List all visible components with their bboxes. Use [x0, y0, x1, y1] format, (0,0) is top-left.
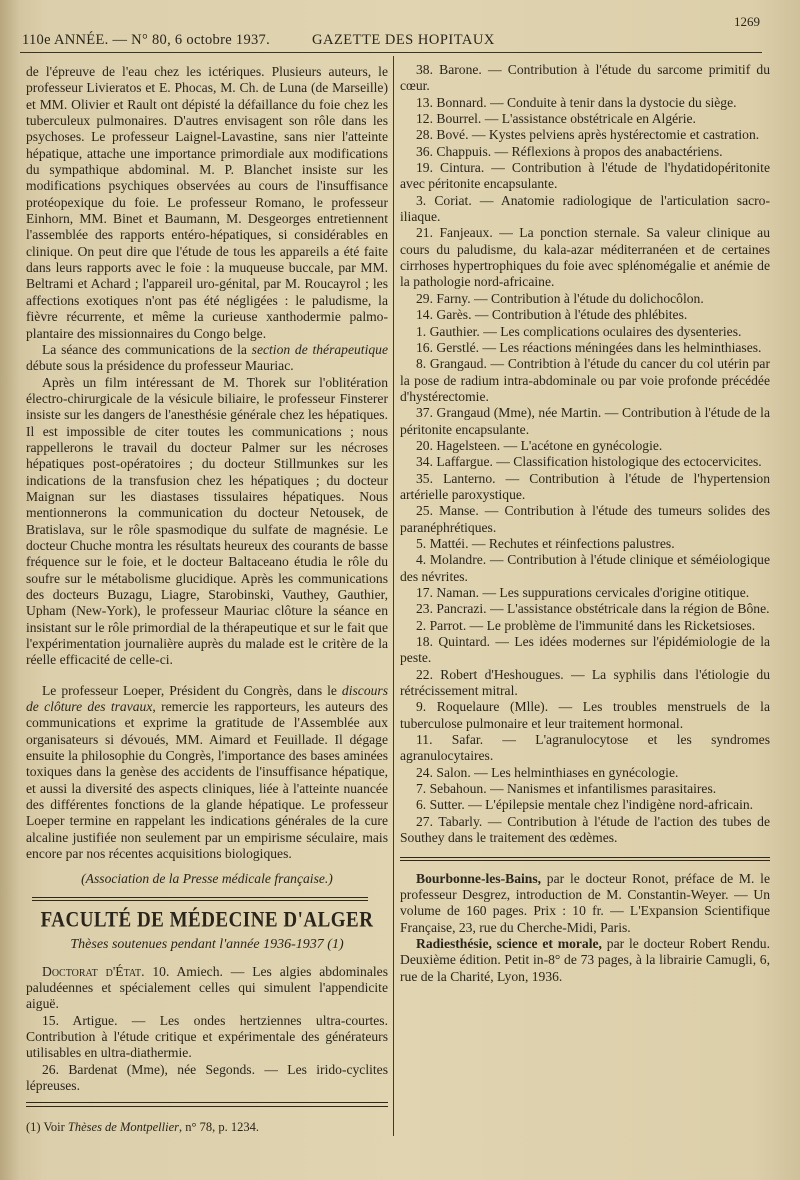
thesis-entry: 34. Laffargue. — Classification histologique des ectocervicites. — [416, 454, 762, 470]
thesis-entry: 27. Tabarly. — Contribution à l'étude de l'action des tubes de Southey dans le traitement des œdèmes. — [400, 813, 770, 846]
thesis-entry: 1. Gauthier. — Les complications oculaires des dysenteries. — [416, 323, 742, 339]
journal-title: GAZETTE DES HOPITAUX — [312, 32, 495, 48]
thesis-entry: 19. Cintura. — Contribution à l'étude de l'hydatidopéritonite avec péritonite encapsulante. — [400, 160, 770, 192]
thesis-entry: 25. Manse. — Contribution à l'étude des tumeurs solides des paranéphrétiques. — [400, 503, 770, 535]
thesis-entry: 15. Artigue. — Les ondes hertziennes ultra-courtes. Contribution à l'étude critique et expérimentale des générateurs utilisables en ultra-diathermie. — [26, 1012, 388, 1061]
thesis-entry: 36. Chappuis. — Réflexions à propos des anabactériens. — [416, 143, 723, 159]
header-rule — [20, 52, 762, 53]
thesis-entry: 17. Naman. — Les suppurations cervicales d'origine otitique. — [416, 585, 750, 600]
thesis-entry: 35. Lanterno. — Contribution à l'étude de l'hypertension artérielle paroxystique. — [400, 470, 770, 502]
page-edge-shadow — [0, 0, 20, 1180]
thesis-entry: 37. Grangaud (Mme), née Martin. — Contribution à l'étude de la péritonite encapsulante. — [400, 405, 770, 437]
book-notice: Bourbonne-les-Bains, par le docteur Ronot, préface de M. le professeur Desgrez, introduction de M. Constantin-Weyer. — Un volume de 160 pages. Prix : 10 fr. — L'Expansion Scientifique Française, 23, rue du Cherche-Midi, Paris. — [400, 870, 770, 935]
left-column — [26, 64, 388, 1136]
thesis-entry: 12. Bourrel. — L'assistance obstétricale en Algérie. — [416, 111, 696, 127]
thesis-entry: 26. Bardenat (Mme), née Segonds. — Les irido-cyclites lépreuses. — [26, 1061, 388, 1093]
thesis-list — [400, 62, 770, 847]
thesis-entry: 18. Quintard. — Les idées modernes sur l'épidémiologie de la peste. — [400, 634, 770, 666]
thesis-entry: 7. Sebahoun. — Nanismes et infantilismes parasitaires. — [416, 781, 717, 797]
thesis-entry: 16. Gerstlé. — Les réactions méningées dans les helminthiases. — [416, 339, 762, 355]
thesis-entry: 3. Coriat. — Anatomie radiologique de l'articulation sacro-iliaque. — [400, 192, 770, 225]
paragraph-therapeutic-section: La séance des communications de la section de thérapeutique débute sous la présidence du professeur Mauriac. — [26, 341, 388, 374]
paragraph-liver-studies: de l'épreuve de l'eau chez les ictériques. Plusieurs auteurs, le professeur Livieratos et E. Phocas, M. Ch. de Luna (de Marseille) et MM. Olivier et Rault ont dépisté la défaillance du foie chez les tuberculeux pulmonaires. D'autres envisagent son rôle dans les psychoses. Le professeur Laignel-Lavastine, sans nier l'atteinte hépatique, attache une importance primordiale aux modifications du sympathique abdominal. M. P. Blanchet insiste sur les modifications psychiques observées au cours de l'insuffisance protéopexique du foie. Le professeur Romano, le professeur Einhorn, MM. Binet et Baumann, M. Desgeorges entretiennent l'assemblée des rapports entéro-hépatiques, si considérables en clinique. On peut dire que l'étude de tous les appareils a été faite dans leurs rapports avec le foie : la muqueuse buccale, par MM. Beltrami et Achard ; l'appareil uro-génital, par M. Roucayrol ; les affections exotiques n'ont pas été négligées : le paludisme, la fièvre récurrente, et même la curieuse xanthodermie palmo-plantaire des missionnaires du Congo belge. — [26, 64, 388, 341]
thesis-entry: 2. Parrot. — Le problème de l'immunité dans les Ricketsioses. — [416, 617, 756, 633]
thesis-entry: Doctorat d'État. 10. Amiech. — Les algies abdominales paludéennes et spécialement celles qui simulent l'appendicite aiguë. — [26, 963, 388, 1012]
thesis-entry: 38. Barone. — Contribution à l'étude du sarcome primitif du cœur. — [400, 62, 770, 94]
thesis-entry: 13. Bonnard. — Conduite à tenir dans la dystocie du siège. — [416, 94, 737, 110]
thesis-entry: 29. Farny. — Contribution à l'étude du dolichocôlon. — [416, 290, 704, 306]
paragraph-communications: Après un film intéressant de M. Thorek sur l'oblitération électro-chirurgicale de la vésicule biliaire, le professeur Finsterer insiste sur les dangers de l'anesthésie générale chez les hépatiques. Il est impossible de citer toutes les communications ; nous rappellerons le travail du docteur Palmer sur les nécroses hépatiques post-opératoires ; du docteur Stillmunkes sur les indications de la transfusion chez les hépatiques ; du docteur Maignan sur les diastases tissulaires hépatiques. Nous mentionnerons la communication du docteur Netousek, de Bratislava, sur le rôle spasmodique du sulfate de magnésie. Le docteur Chuche montra les résultats heureux des courants de basse fréquence sur le foie, et le docteur Baltaceano étudia le rôle du soufre sur le métabolisme glucidique. Après les communications des docteurs Buzagu, Liagre, Starobinski, Vauthey, Gauthier, Upham (New-York), le professeur Mauriac clôture la séance en insistant sur le rôle primordial de la thérapeutique et sur le fait que l'expérimentation journalière auprès du malade est le critère de la réelle efficacité de celle-ci. — [26, 374, 389, 668]
right-column — [400, 62, 770, 985]
faculty-subtitle: Thèses soutenues pendant l'année 1936-1937 (1) — [70, 937, 344, 953]
attribution: (Association de la Presse médicale française.) — [81, 870, 333, 886]
thesis-entry: 23. Pancrazi. — L'assistance obstétricale dans la région de Bône. — [416, 601, 770, 617]
footnote-rule — [26, 1102, 388, 1107]
page-number: 1269 — [734, 14, 760, 29]
thesis-entry: 8. Grangaud. — Contribtion à l'étude du cancer du col utérin par la pose de radium intra-abdominale ou par voie profonde précédée d'hystérectomie. — [400, 356, 770, 404]
thesis-entry: 9. Roquelaure (Mlle). — Les troubles menstruels de la tuberculose pulmonaire et leur traitement hormonal. — [400, 699, 770, 731]
issue-line: 110e ANNÉE. — N° 80, 6 octobre 1937. — [22, 32, 271, 48]
books-rule — [400, 857, 770, 861]
thesis-entry: 5. Mattéi. — Rechutes et réinfections palustres. — [416, 535, 675, 551]
thesis-entry: 11. Safar. — L'agranulocytose et les syndromes agranulocytaires. — [400, 732, 770, 764]
thesis-entry: 14. Garès. — Contribution à l'étude des phlébites. — [416, 307, 688, 323]
section-rule — [32, 897, 368, 901]
paragraph-closing-speech: Le professeur Loeper, Président du Congrès, dans le discours de clôture des travaux, remercie les rapporteurs, les auteurs des communications et exprime la gratitude de l'Assemblée aux organisateurs si dévoués, MM. Aimard et Feuillade. Il dégage ensuite la philosophie du Congrès, l'importance des bases aminées toxiques dans la genèse des accidents de l'insuffisance hépatique, et aussi la diversité des aspects cliniques, liée à l'atteinte nuancée des différentes fonctions de la glande hépatique. Le professeur Loeper termine en rappelant les indications générales de la cure alcaline justifiée non seulement par un empirisme séculaire, mais encore par nos récentes acquisitions biologiques. — [26, 682, 388, 862]
page-header — [22, 14, 760, 48]
thesis-entry: 24. Salon. — Les helminthiases en gynécologie. — [416, 764, 679, 780]
thesis-entry: 20. Hagelsteen. — L'acétone en gynécologie. — [416, 437, 663, 453]
thesis-entry: 21. Fanjeaux. — La ponction sternale. Sa valeur clinique au cours du paludisme, du kala-azar méditerranéen et de certaines cirrhoses hypertrophiques du foie avec splénomégalie et anémie de la pathologie nord-africaine. — [400, 225, 770, 290]
book-notice: Radiesthésie, science et morale, par le docteur Robert Rendu. Deuxième édition. Petit in-8° de 73 pages, à la librairie Camugli, 6, rue de la Charité, Lyon, 1936. — [400, 935, 771, 984]
faculty-title: FACULTÉ DE MÉDECINE D'ALGER — [40, 908, 374, 933]
footnote: (1) Voir Thèses de Montpellier, n° 78, p. 1234. — [26, 1120, 259, 1135]
thesis-entry: 22. Robert d'Heshougues. — La syphilis dans l'étiologie du rétrécissement mitral. — [400, 666, 770, 699]
thesis-entry: 28. Bové. — Kystes pelviens après hystérectomie et castration. — [416, 127, 760, 143]
thesis-entry: 6. Sutter. — L'épilepsie mentale chez l'indigène nord-africain. — [416, 797, 754, 813]
thesis-entry: 4. Molandre. — Contribution à l'étude clinique et séméiologique des névrites. — [400, 552, 770, 584]
column-divider — [393, 56, 394, 1136]
